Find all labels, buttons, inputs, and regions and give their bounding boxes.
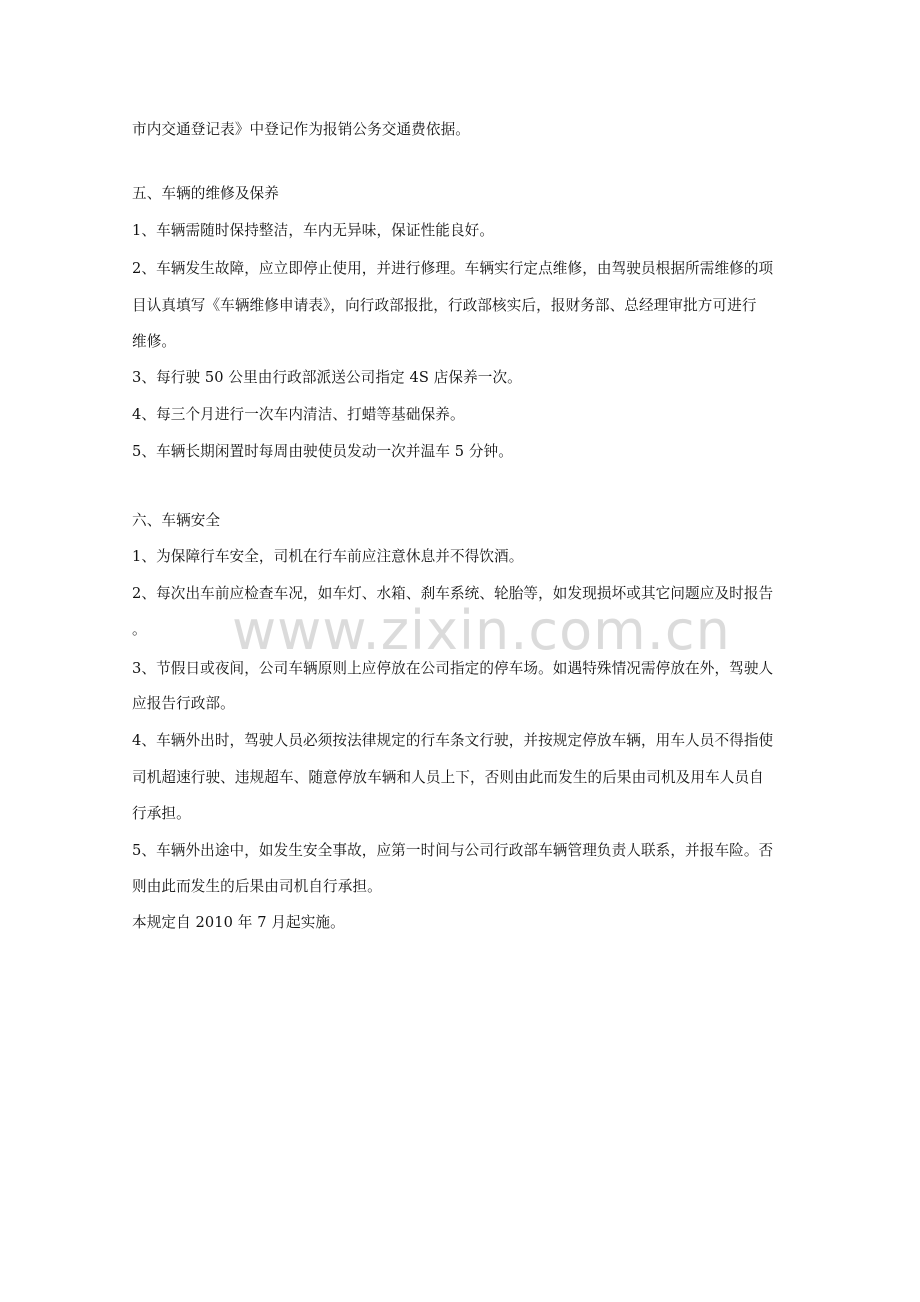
safety-item-2-line-1: 2、每次出车前应检查车况，如车灯、水箱、刹车系统、轮胎等，如发现损坏或其它问题应及时报告 <box>132 585 774 602</box>
maintenance-item-5: 5、车辆长期闲置时每周由驶使员发动一次并温车 5 分钟。 <box>132 443 513 460</box>
watermark: www.zixin.com.cn <box>232 599 731 662</box>
safety-item-5-line-2: 则由此而发生的后果由司机自行承担。 <box>132 878 382 895</box>
safety-item-4-line-2: 司机超速行驶、违规超车、随意停放车辆和人员上下，否则由此而发生的后果由司机及用车人员自 <box>132 769 764 786</box>
maintenance-item-2-line-1: 2、车辆发生故障，应立即停止使用，并进行修理。车辆实行定点维修，由驾驶员根据所需维修的项 <box>132 260 774 277</box>
safety-item-5-line-1: 5、车辆外出途中，如发生安全事故，应第一时间与公司行政部车辆管理负责人联系，并报车险。否 <box>132 842 774 859</box>
text-line-continuation: 市内交通登记表》中登记作为报销公务交通费依据。 <box>132 121 470 138</box>
safety-item-3-line-1: 3、节假日或夜间，公司车辆原则上应停放在公司指定的停车场。如遇特殊情况需停放在外，驾驶人 <box>132 660 774 677</box>
safety-item-2-line-2: 。 <box>132 621 147 638</box>
section-heading-safety: 六、车辆安全 <box>132 512 221 529</box>
safety-item-1: 1、为保障行车安全，司机在行车前应注意休息并不得饮酒。 <box>132 548 524 565</box>
maintenance-item-1: 1、车辆需随时保持整洁，车内无异味，保证性能良好。 <box>132 222 495 239</box>
effective-date-statement: 本规定自 2010 年 7 月起实施。 <box>132 914 345 931</box>
safety-item-3-line-2: 应报告行政部。 <box>132 695 235 712</box>
maintenance-item-4: 4、每三个月进行一次车内清洁、打蜡等基础保养。 <box>132 406 465 423</box>
maintenance-item-3: 3、每行驶 50 公里由行政部派送公司指定 4S 店保养一次。 <box>132 369 522 386</box>
safety-item-4-line-3: 行承担。 <box>132 805 191 822</box>
maintenance-item-2-line-2: 目认真填写《车辆维修申请表》，向行政部报批，行政部核实后，报财务部、总经理审批方可进行 <box>132 297 757 314</box>
section-heading-maintenance: 五、车辆的维修及保养 <box>132 185 279 202</box>
safety-item-4-line-1: 4、车辆外出时，驾驶人员必须按法律规定的行车条文行驶，并按规定停放车辆，用车人员不得指使 <box>132 732 774 749</box>
maintenance-item-2-line-3: 维修。 <box>132 333 177 350</box>
